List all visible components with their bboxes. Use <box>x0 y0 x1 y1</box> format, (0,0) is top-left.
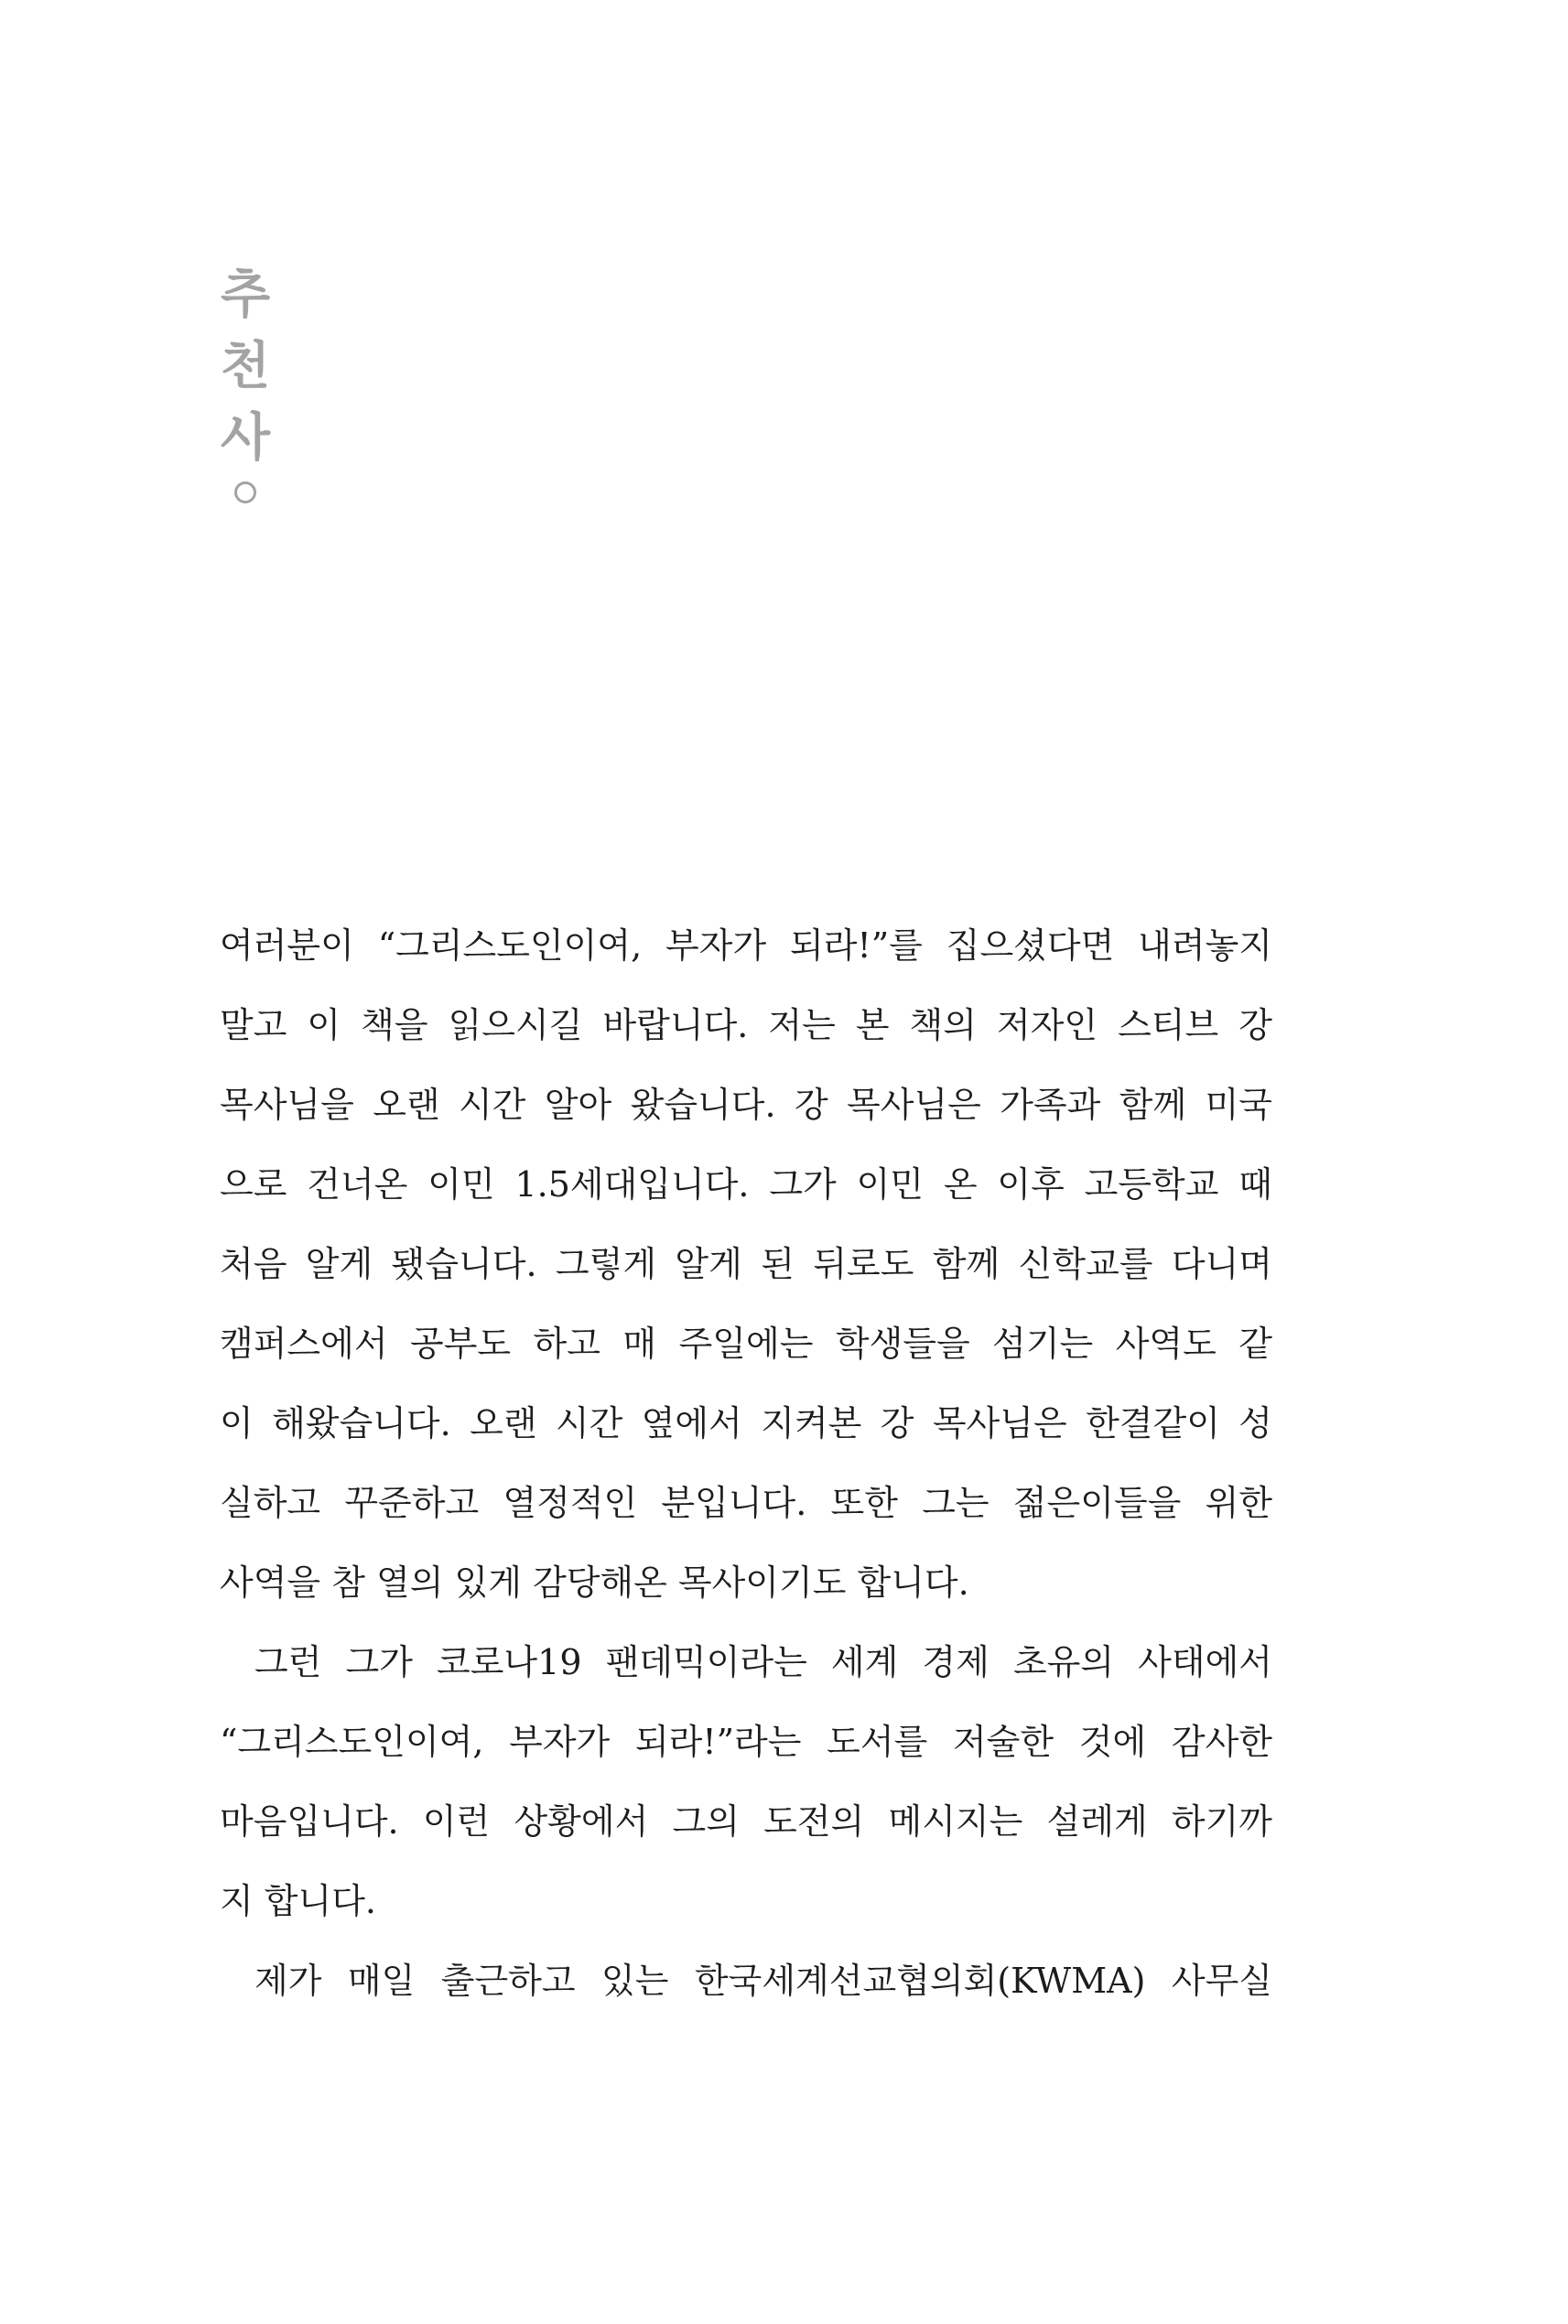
text-line: 마음입니다. 이런 상황에서 그의 도전의 메시지는 설레게 하기까 <box>220 1801 1272 1842</box>
heading-char: 추 <box>220 265 271 325</box>
text-line: 제가 매일 출근하고 있는 한국세계선교협의회(KWMA) 사무실 <box>254 1961 1272 2001</box>
text-line: 이 해왔습니다. 오랜 시간 옆에서 지켜본 강 목사님은 한결같이 성 <box>220 1403 1272 1443</box>
section-heading <box>209 260 282 503</box>
text-line: 말고 이 책을 읽으시길 바랍니다. 저는 본 책의 저자인 스티브 강 <box>220 1005 1272 1045</box>
text-line: 여러분이 “그리스도인이여, 부자가 되라!”를 집으셨다면 내려놓지 <box>220 925 1272 966</box>
text-line: 캠퍼스에서 공부도 하고 매 주일에는 학생들을 섬기는 사역도 같 <box>220 1324 1272 1364</box>
text-line: 으로 건너온 이민 1.5세대입니다. 그가 이민 온 이후 고등학교 때 <box>220 1164 1272 1205</box>
text-line: 처음 알게 됐습니다. 그렇게 알게 된 뒤로도 함께 신학교를 다니며 <box>220 1244 1272 1284</box>
text-line: 사역을 참 열의 있게 감당해온 목사이기도 합니다. <box>220 1562 969 1603</box>
text-line: 그런 그가 코로나19 팬데믹이라는 세계 경제 초유의 사태에서 <box>254 1642 1272 1682</box>
body-text <box>220 906 1272 2021</box>
text-line: “그리스도인이여, 부자가 되라!”라는 도서를 저술한 것에 감사한 <box>220 1722 1272 1762</box>
heading-char: 사 <box>220 408 271 468</box>
circle-mark-icon <box>234 481 256 503</box>
heading-char: 천 <box>220 337 271 396</box>
text-line: 지 합니다. <box>220 1881 376 1921</box>
text-line: 실하고 꾸준하고 열정적인 분입니다. 또한 그는 젊은이들을 위한 <box>220 1483 1272 1523</box>
text-line: 목사님을 오랜 시간 알아 왔습니다. 강 목사님은 가족과 함께 미국 <box>220 1085 1272 1125</box>
